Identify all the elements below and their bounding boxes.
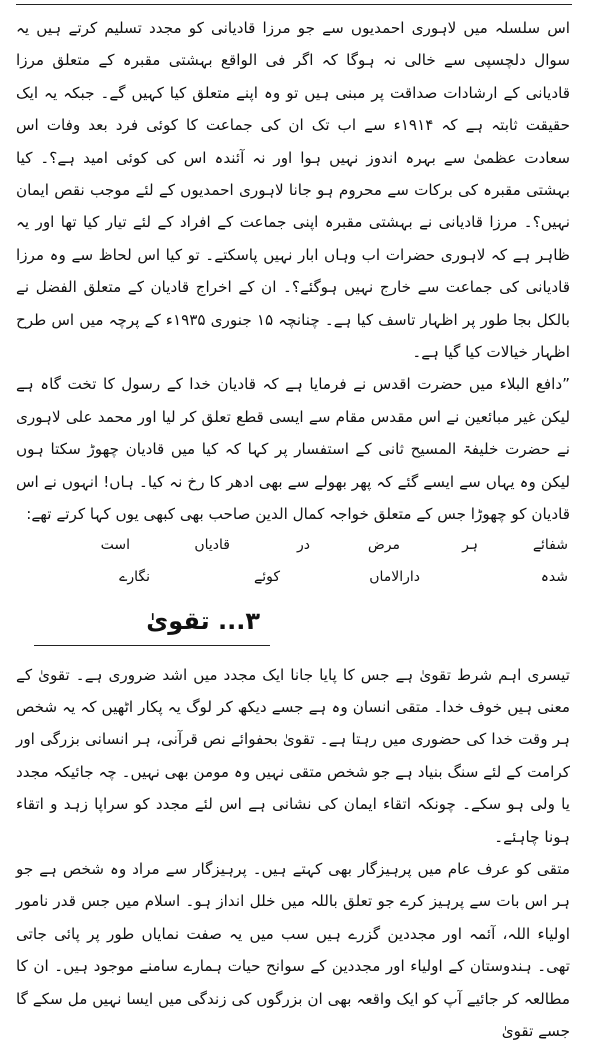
section-heading: ۳... تقویٰ bbox=[146, 606, 260, 635]
couplet-word: دارالاماں bbox=[369, 568, 420, 585]
couplet-word: نگارے bbox=[119, 568, 150, 585]
couplet-line-2 bbox=[16, 563, 570, 595]
couplet-word: است bbox=[100, 536, 130, 553]
paragraph-3: تیسری اہم شرط تقویٰ ہے جس کا پایا جانا ایک مجدد میں اشد ضروری ہے۔ تقویٰ کے معنی ہیں خوف خدا۔ متقی انسان وہ ہے جسے دیکھ کر لوگ یہ پکار اٹھیں کہ یہ شخص ہر وقت خدا کی حضوری میں رہتا ہے۔ تقویٰ بحفوائے نص قرآنی، ہر انسانی بزرگی اور کرامت کے لئے سنگ بنیاد ہے جو شخص متقی نہیں وہ مومن بھی نہیں۔ چہ جائیکہ مجدد یا ولی ہو سکے۔ چونکہ اتقاء ایمان کی نشانی ہے اس لئے مجدد کو سراپا زہد و اتقاء ہونا چاہئے۔ bbox=[16, 665, 570, 846]
couplet-word: شفائے bbox=[532, 536, 568, 553]
couplet-word: ہر bbox=[462, 536, 478, 553]
couplet-line-1 bbox=[16, 531, 570, 563]
top-rule bbox=[16, 4, 572, 5]
heading-rule bbox=[34, 645, 270, 646]
couplet-word: قادیاں bbox=[194, 536, 230, 553]
paragraph-1: اس سلسلہ میں لاہوری احمدیوں سے جو مرزا قادیانی کو مجدد تسلیم کرتے ہیں یہ سوال دلچسپی سے خالی نہ ہوگا کہ اگر فی الواقع بہشتی مقبرہ کے متعلق مرزا قادیانی کے ارشادات صداقت پر مبنی ہیں تو وہ اپنے متعلق کیا کہیں گے۔ جبکہ یہ ایک حقیقت ثابتہ ہے کہ ۱۹۱۴ء سے اب تک ان کی جماعت کا کوئی فرد بعد وفات اس سعادت عظمیٰ سے بہرہ اندوز نہیں ہوا اور نہ آئندہ اس کی کوئی امید ہے؟۔ کیا بہشتی مقبرہ کی برکات سے محروم ہو جانا لاہوری احمدیوں کے لئے موجب نقص ایمان نہیں؟۔ مرزا قادیانی نے بہشتی مقبرہ اپنی جماعت کے افراد کے لئے تیار کیا تھا اور یہ ظاہر ہے کہ لاہوری حضرات اب وہاں ابار نہیں پاسکتے۔ تو کیا اس لحاظ سے وہ مرزا قادیانی کی جماعت سے خارج نہیں ہوگئے؟۔ ان کے اخراج قادیان کے متعلق الفضل نے بالکل بجا طور پر اظہار تاسف کیا ہے۔ چنانچہ ۱۵ جنوری ۱۹۳۵ء کے پرچہ میں اس طرح اظہار خیالات کیا گیا ہے۔ bbox=[16, 19, 570, 362]
quoted-paragraph: ”دافع البلاء میں حضرت اقدس نے فرمایا ہے کہ قادیان خدا کے رسول کا تخت گاہ ہے لیکن غیر مبائعین نے اس مقدس مقام سے ایسی قطع تعلق کر لیا اور محمد علی لاہوری نے حضرت خلیفۃ المسیح ثانی کے استفسار پر کہا کہ کیا میں قادیان چھوڑ سکتا ہوں لیکن وہ یہاں سے ایسے گئے کہ پھر بھولے سے بھی ادھر کا رخ نہ کیا۔ ہاں! انہوں نے اس قادیان کو چھوڑا جس کے متعلق خواجہ کمال الدین صاحب بھی کبھی یوں کہا کرتے تھے: bbox=[16, 375, 570, 524]
couplet-word: کوئے bbox=[254, 568, 280, 585]
couplet-word: شدہ bbox=[540, 568, 568, 585]
section-heading-row bbox=[16, 595, 570, 659]
paragraph-4: متقی کو عرف عام میں پرہیزگار بھی کہتے ہیں۔ پرہیزگار سے مراد وہ شخص ہے جو ہر اس بات سے پرہیز کرے جو تعلق باللہ میں خلل انداز ہو۔ اسلام میں جس قدر نامور اولیاء اللہ، آئمہ اور مجددین گزرے ہیں سب میں یہ صفت نمایاں طور پر پائی جاتی تھی۔ ہندوستان کے اولیاء اور مجددین کے سوانح حیات ہمارے سامنے موجود ہیں۔ ان کا مطالعہ کر جائیے آپ کو ایک واقعہ بھی ان بزرگوں کی زندگی میں ایسا نہیں مل سکے گا جسے تقویٰ bbox=[16, 859, 570, 1040]
persian-couplet bbox=[16, 531, 570, 595]
couplet-word: مرض bbox=[367, 536, 400, 553]
couplet-word: در bbox=[297, 536, 310, 553]
